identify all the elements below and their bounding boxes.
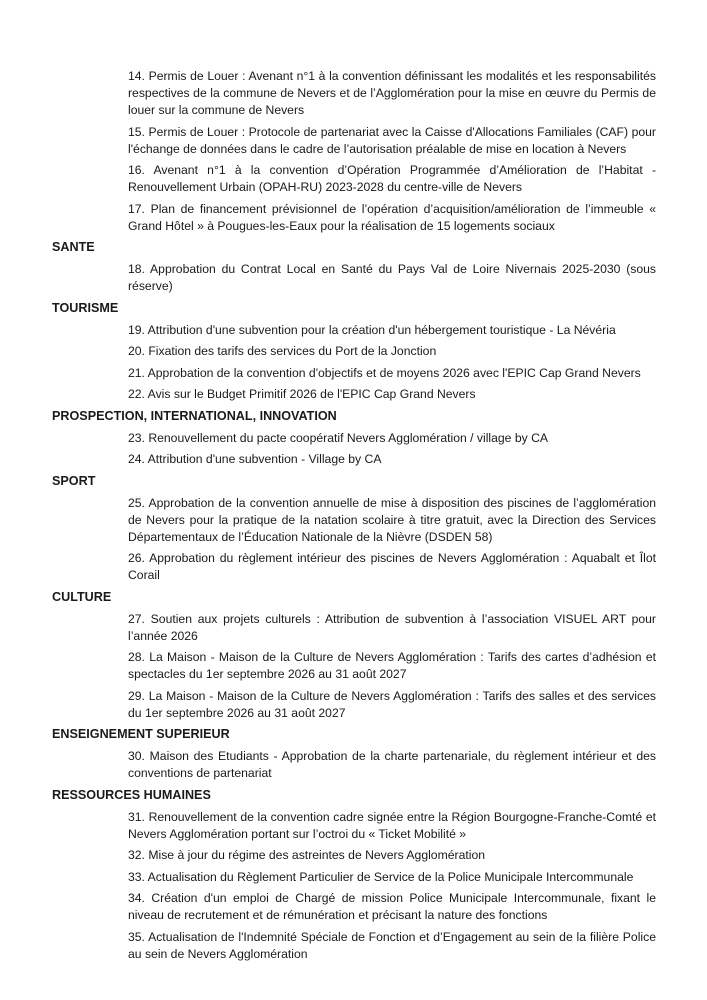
agenda-item: 26. Approbation du règlement intérieur des piscines de Nevers Agglomération : Aquabalt et Îlot Corail (128, 551, 656, 582)
agenda-section (0, 408, 707, 469)
agenda-item: 25. Approbation de la convention annuelle de mise à disposition des piscines de l’agglomération de Nevers pour la pratique de la natation scolaire à titre gratuit, avec la Direction des Services Départementaux de l’Éducation Nationale de la Nièvre (DSDEN 58) (128, 495, 656, 544)
section-heading: TOURISME (52, 300, 119, 315)
agenda-item: 32. Mise à jour du régime des astreintes de Nevers Agglomération (128, 848, 486, 862)
agenda-item: 29. La Maison - Maison de la Culture de Nevers Agglomération : Tarifs des salles et des services du 1er septembre 2026 au 31 août 2027 (128, 688, 656, 720)
agenda-section (0, 473, 707, 585)
agenda-section (0, 239, 707, 295)
agenda-item: 22. Avis sur le Budget Primitif 2026 de l'EPIC Cap Grand Nevers (128, 387, 476, 401)
agenda-item: 31. Renouvellement de la convention cadre signée entre la Région Bourgogne-Franche-Comté et Nevers Agglomération portant sur l’octroi du « Ticket Mobilité » (128, 809, 656, 841)
agenda-item: 14. Permis de Louer : Avenant n°1 à la convention définissant les modalités et les responsabilités respectives de la commune de Nevers et de l’Agglomération pour la mise en œuvre du Permis de louer sur la commune de Nevers (128, 69, 656, 117)
section-heading: SANTE (52, 240, 95, 254)
agenda-item: 20. Fixation des tarifs des services du Port de la Jonction (128, 344, 437, 358)
agenda-item: 30. Maison des Etudiants - Approbation de la charte partenariale, du règlement intérieur et des conventions de partenariat (128, 749, 656, 780)
section-heading: ENSEIGNEMENT SUPERIEUR (52, 727, 230, 741)
agenda-item: 27. Soutien aux projets culturels : Attribution de subvention à l’association VISUEL ART pour l’année 2026 (128, 611, 656, 643)
agenda-item: 23. Renouvellement du pacte coopératif Nevers Agglomération / village by CA (128, 430, 549, 445)
agenda-item: 21. Approbation de la convention d'objectifs et de moyens 2026 avec l'EPIC Cap Grand Nevers (128, 365, 641, 380)
agenda-item: 28. La Maison - Maison de la Culture de Nevers Agglomération : Tarifs des cartes d’adhésion et spectacles du 1er septembre 2026 au 31 août 2027 (128, 650, 656, 681)
document-page (0, 68, 707, 967)
agenda-section (0, 787, 707, 963)
agenda-item: 17. Plan de financement prévisionnel de l’opération d’acquisition/amélioration de l’immeuble « Grand Hôtel » à Pougues-les-Eaux pour la réalisation de 15 logements sociaux (128, 201, 656, 233)
section-heading: PROSPECTION, INTERNATIONAL, INNOVATION (52, 408, 337, 423)
agenda-section (0, 589, 707, 722)
section-heading: CULTURE (52, 589, 112, 604)
agenda-item: 34. Création d'un emploi de Chargé de mission Police Municipale Intercommunale, fixant le niveau de recrutement et de rémunération et précisant la nature des fonctions (128, 891, 656, 922)
agenda-section (0, 68, 707, 235)
agenda-item: 35. Actualisation de l'Indemnité Spéciale de Fonction et d’Engagement au sein de la filière Police au sein de Nevers Agglomération (128, 929, 656, 961)
agenda-item: 16. Avenant n°1 à la convention d’Opération Programmée d’Amélioration de l’Habitat - Renouvellement Urbain (OPAH-RU) 2023-2028 du centre-ville de Nevers (128, 163, 656, 194)
section-heading: SPORT (52, 473, 96, 488)
agenda-item: 18. Approbation du Contrat Local en Santé du Pays Val de Loire Nivernais 2025-2030 (sous réserve) (128, 262, 656, 293)
agenda-section (0, 300, 707, 404)
agenda-item: 19. Attribution d'une subvention pour la création d'un hébergement touristique - La Névéria (128, 322, 616, 337)
agenda-section (0, 726, 707, 782)
agenda-item: 24. Attribution d'une subvention - Village by CA (128, 452, 382, 466)
agenda-item: 15. Permis de Louer : Protocole de partenariat avec la Caisse d'Allocations Familiales (CAF) pour l'échange de données dans le cadre de l’autorisation préalable de mise en location à Nevers (128, 124, 656, 156)
agenda-item: 33. Actualisation du Règlement Particulier de Service de la Police Municipale Intercommunale (128, 869, 634, 884)
section-heading: RESSOURCES HUMAINES (52, 787, 211, 802)
